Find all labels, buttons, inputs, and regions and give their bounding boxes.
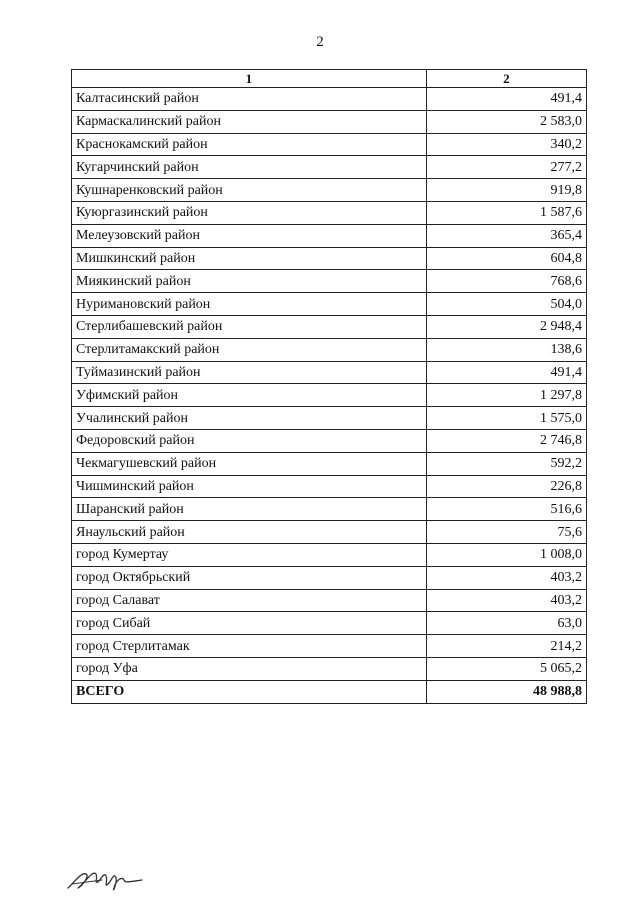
- row-name: Чекмагушевский район: [72, 452, 427, 475]
- row-name: Стерлитамакский район: [72, 338, 427, 361]
- row-value: 75,6: [426, 521, 586, 544]
- table-row: [72, 566, 587, 589]
- row-value: 403,2: [426, 589, 586, 612]
- row-value: 340,2: [426, 133, 586, 156]
- page-number: 2: [316, 34, 324, 50]
- table-row: [72, 498, 587, 521]
- row-name: Краснокамский район: [72, 133, 427, 156]
- row-value: 2 583,0: [426, 110, 586, 133]
- row-name: Учалинский район: [72, 407, 427, 430]
- data-table: [71, 69, 587, 704]
- row-value: 5 065,2: [426, 657, 586, 680]
- row-name: Миякинский район: [72, 270, 427, 293]
- row-name: город Сибай: [72, 612, 427, 635]
- total-value: 48 988,8: [426, 680, 586, 703]
- row-value: 768,6: [426, 270, 586, 293]
- row-name: Чишминский район: [72, 475, 427, 498]
- table-row: [72, 429, 587, 452]
- row-value: 919,8: [426, 179, 586, 202]
- row-value: 1 575,0: [426, 407, 586, 430]
- row-value: 1 008,0: [426, 543, 586, 566]
- table-row: [72, 293, 587, 316]
- table-row: [72, 612, 587, 635]
- row-value: 1 297,8: [426, 384, 586, 407]
- table-row: [72, 384, 587, 407]
- row-name: Нуримановский район: [72, 293, 427, 316]
- row-name: Мишкинский район: [72, 247, 427, 270]
- row-value: 226,8: [426, 475, 586, 498]
- row-name: город Кумертау: [72, 543, 427, 566]
- table-row: [72, 452, 587, 475]
- row-value: 277,2: [426, 156, 586, 179]
- table-row: [72, 156, 587, 179]
- row-value: 491,4: [426, 88, 586, 111]
- table-row: [72, 201, 587, 224]
- table-row: [72, 589, 587, 612]
- row-name: Шаранский район: [72, 498, 427, 521]
- total-label: ВСЕГО: [72, 680, 427, 703]
- row-name: город Стерлитамак: [72, 635, 427, 658]
- table-row: [72, 224, 587, 247]
- row-name: Стерлибашевский район: [72, 315, 427, 338]
- table-row: [72, 657, 587, 680]
- table-row: [72, 338, 587, 361]
- row-name: город Салават: [72, 589, 427, 612]
- table-row: [72, 133, 587, 156]
- row-name: Федоровский район: [72, 429, 427, 452]
- row-value: 604,8: [426, 247, 586, 270]
- row-name: Мелеузовский район: [72, 224, 427, 247]
- table-row: [72, 635, 587, 658]
- table-row: [72, 407, 587, 430]
- row-value: 214,2: [426, 635, 586, 658]
- row-name: Янаульский район: [72, 521, 427, 544]
- table-row: [72, 475, 587, 498]
- table-row: [72, 543, 587, 566]
- row-name: Куюргазинский район: [72, 201, 427, 224]
- table-header-row: [72, 70, 587, 88]
- row-value: 1 587,6: [426, 201, 586, 224]
- table-row: [72, 361, 587, 384]
- row-name: Кармаскалинский район: [72, 110, 427, 133]
- table-row: [72, 521, 587, 544]
- row-value: 2 746,8: [426, 429, 586, 452]
- row-name: Туймазинский район: [72, 361, 427, 384]
- row-name: Кугарчинский район: [72, 156, 427, 179]
- row-name: Уфимский район: [72, 384, 427, 407]
- table-row: [72, 88, 587, 111]
- row-value: 365,4: [426, 224, 586, 247]
- column-header-value: 2: [426, 70, 586, 88]
- row-value: 138,6: [426, 338, 586, 361]
- table-row: [72, 179, 587, 202]
- row-name: город Уфа: [72, 657, 427, 680]
- table-row: [72, 270, 587, 293]
- row-name: Калтасинский район: [72, 88, 427, 111]
- row-value: 403,2: [426, 566, 586, 589]
- table-body: [72, 88, 587, 704]
- row-name: Кушнаренковский район: [72, 179, 427, 202]
- table-row: [72, 110, 587, 133]
- row-value: 2 948,4: [426, 315, 586, 338]
- row-value: 491,4: [426, 361, 586, 384]
- total-row: [72, 680, 587, 703]
- column-header-name: 1: [72, 70, 427, 88]
- row-value: 516,6: [426, 498, 586, 521]
- row-value: 63,0: [426, 612, 586, 635]
- row-name: город Октябрьский: [72, 566, 427, 589]
- table-row: [72, 247, 587, 270]
- handwritten-signature-icon: [62, 858, 148, 896]
- row-value: 592,2: [426, 452, 586, 475]
- row-value: 504,0: [426, 293, 586, 316]
- table-row: [72, 315, 587, 338]
